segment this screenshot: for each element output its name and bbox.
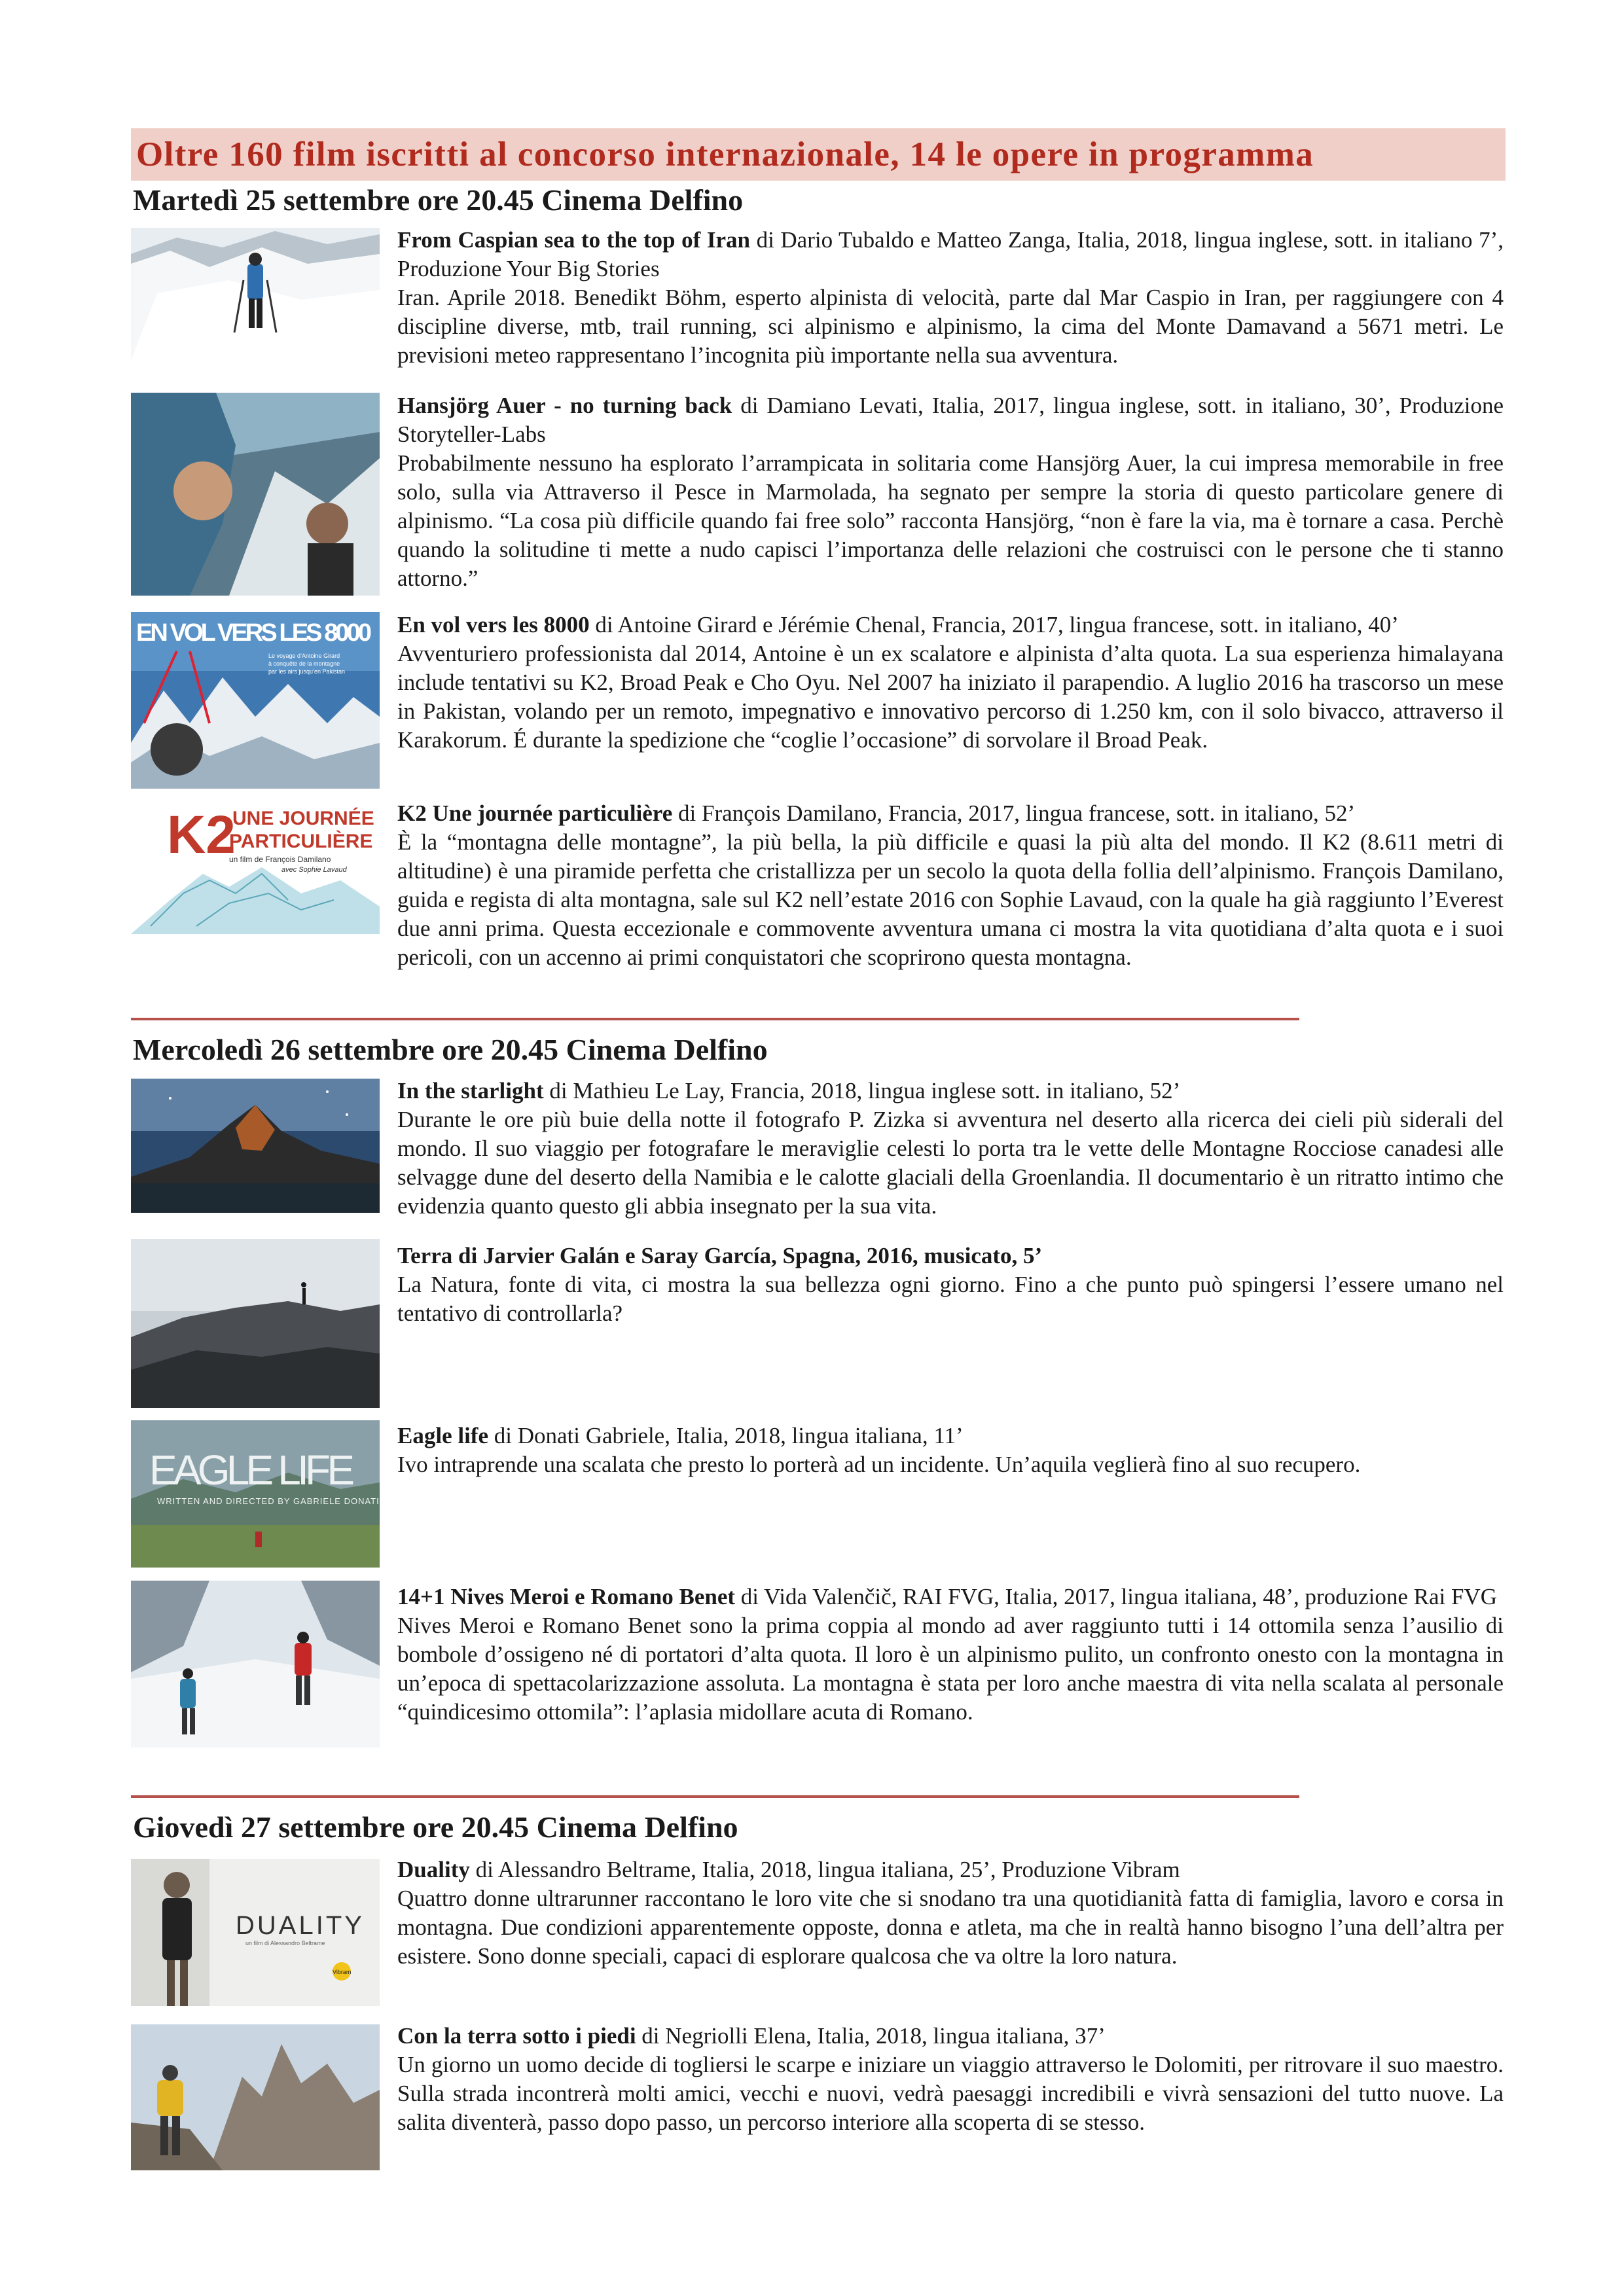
k2-poster-credit: un film de François Damilano xyxy=(229,855,331,864)
k2-poster-line2: PARTICULIÈRE xyxy=(229,831,373,852)
film-meta: di Alessandro Beltrame, Italia, 2018, lingua italiana, 25’, Produzione Vibram xyxy=(469,1857,1180,1882)
duality-poster-title: DUALITY xyxy=(236,1911,365,1940)
film-title: From Caspian sea to the top of Iran xyxy=(397,227,750,253)
film-thumbnail-hansjorg xyxy=(131,393,380,596)
film-description: La Natura, fonte di vita, ci mostra la sua bellezza ogni giorno. Fino a che punto può spingersi l’essere umano nel tentativo di controllarla? xyxy=(397,1272,1504,1326)
film-title: 14+1 Nives Meroi e Romano Benet xyxy=(397,1584,736,1609)
film-title: Terra di Jarvier Galán e Saray García, Spagna, 2016, musicato, 5’ xyxy=(397,1243,1043,1268)
film-meta: di Donati Gabriele, Italia, 2018, lingua italiana, 11’ xyxy=(488,1423,964,1448)
duality-poster-sub: un film di Alessandro Beltrame xyxy=(245,1940,325,1946)
film-description: Iran. Aprile 2018. Benedikt Böhm, esperto alpinista di velocità, parte dal Mar Caspio in Iran, per raggiungere con 4 discipline diverse, mtb, trail running, sci alpinismo e alpinismo, la cima del Monte Damavand a 5671 metri. Le previsioni meteo rappresentano l’incognita più importante nella sua avventura. xyxy=(397,285,1504,368)
film-description: È la “montagna delle montagne”, la più bella, la più difficile e quasi la più alta del mondo. Il K2 (8.611 metri di altitudine) è una piramide perfetta che cristallizza per un secolo la quota della follia dell’alpinismo. François Damilano, guida e regista di alta montagna, sale sul K2 nell’estate 2016 con Sophie Lavaud, con la quale ha già raggiunto l’Everest due anni prima. Questa eccezionale e commovente avventura umana ci mostra la vita quotidiana d’alta quota e i suoi pericoli, con un accenno ai primi conquistatori che scoprirono questa montagna. xyxy=(397,829,1504,970)
day-divider xyxy=(131,1018,1299,1020)
eagle-poster-credit: WRITTEN AND DIRECTED BY GABRIELE DONATI xyxy=(157,1496,380,1506)
envol-poster-line3: à conquête de la montagne xyxy=(268,660,340,667)
film-title: K2 Une journée particulière xyxy=(397,800,673,826)
day-heading-wednesday: Mercoledì 26 settembre ore 20.45 Cinema Delfino xyxy=(133,1033,768,1066)
duality-poster-brand: Vibram xyxy=(333,1969,352,1975)
film-thumbnail-eagle xyxy=(131,1420,380,1568)
film-meta: di Negriolli Elena, Italia, 2018, lingua italiana, 37’ xyxy=(636,2023,1106,2049)
eagle-poster-title: EAGLE LIFE xyxy=(149,1446,359,1494)
film-title: Hansjörg Auer - no turning back xyxy=(397,393,732,418)
film-meta: di Mathieu Le Lay, Francia, 2018, lingua inglese sott. in italiano, 52’ xyxy=(543,1078,1181,1103)
film-thumbnail-caspian xyxy=(131,228,380,361)
film-thumbnail-starlight xyxy=(131,1079,380,1213)
film-entry-starlight xyxy=(397,1077,1504,1221)
film-thumbnail-terra-sotto xyxy=(131,2024,380,2170)
envol-poster-line4: par les airs jusqu’en Pakistan xyxy=(268,668,346,675)
film-description: Probabilmente nessuno ha esplorato l’arrampicata in solitaria come Hansjörg Auer, la cui impresa memorabile in free solo, sulla via Attraverso il Pesce in Marmolada, ha segnato per sempre la storia di questo particolare genere di alpinismo. “La cosa più difficile quando fai free solo” racconta Hansjörg, “non è fare la via, ma è tornare a casa. Perchè quando la solitudine ti mette a nudo capisci l’importanza delle relazioni che costruisci con le persone che ti stanno attorno.” xyxy=(397,450,1504,591)
film-entry-caspian xyxy=(397,226,1504,370)
film-thumbnail-k2 xyxy=(131,795,380,934)
film-description: Ivo intraprende una scalata che presto lo porterà ad un incidente. Un’aquila veglierà fino al suo recupero. xyxy=(397,1452,1361,1477)
day-divider xyxy=(131,1795,1299,1798)
day-heading-thursday: Giovedì 27 settembre ore 20.45 Cinema Delfino xyxy=(133,1810,738,1844)
film-thumbnail-envol xyxy=(131,612,380,789)
film-description: Avventuriero professionista dal 2014, Antoine è un ex scalatore e alpinista d’alta quota. La sua esperienza himalayana include tentativi su K2, Broad Peak e Cho Oyu. Nel 2007 ha iniziato il parapendio. A luglio 2016 ha trascorso un mese in Pakistan, volando per un remoto, impegnativo e innovativo percorso di 1.250 km, con il solo bivacco, attraverso il Karakorum. É durante la spedizione che “coglie l’occasione” di sorvolare il Broad Peak. xyxy=(397,641,1504,753)
film-description: Un giorno un uomo decide di togliersi le scarpe e iniziare un viaggio attraverso le Dolomiti, per ritrovare il suo maestro. Sulla strada incontrerà molti amici, vecchi e nuovi, vedrà paesaggi incredibili e vivrà sensazioni del tutto nuove. La salita diventerà, passo dopo passo, un percorso interiore alla scoperta di se stesso. xyxy=(397,2052,1504,2135)
film-entry-terra-sotto xyxy=(397,2022,1504,2137)
film-thumbnail-duality xyxy=(131,1859,380,2006)
film-entry-envol xyxy=(397,611,1504,755)
k2-poster-line1: UNE JOURNÉE xyxy=(232,808,374,829)
film-meta: di Dario Tubaldo e Matteo Zanga, Italia, 2018, lingua inglese, sott. in italiano 7’, Produzione Your Big Stories xyxy=(397,227,1504,281)
film-title: In the starlight xyxy=(397,1078,544,1103)
day-heading-tuesday: Martedì 25 settembre ore 20.45 Cinema Delfino xyxy=(133,183,744,217)
film-thumbnail-terra xyxy=(131,1239,380,1408)
film-entry-eagle xyxy=(397,1422,1504,1479)
film-title: Duality xyxy=(397,1857,470,1882)
film-title: Con la terra sotto i piedi xyxy=(397,2023,636,2049)
film-meta: di Damiano Levati, Italia, 2017, lingua inglese, sott. in italiano, 30’, Produzione Storyteller-Labs xyxy=(397,393,1504,447)
film-entry-terra xyxy=(397,1242,1504,1328)
film-description: Nives Meroi e Romano Benet sono la prima coppia al mondo ad aver raggiunto tutti i 14 ottomila senza l’ausilio di bombole d’ossigeno né di portatori d’alta quota. Il loro è un alpinismo pulito, un confronto onesto con la montagna in un’epoca di spettacolarizzazione assoluta. La montagna è stata per loro anche maestra di vita nella scalata al personale “quindicesimo ottomila”: l’aplasia midollare acuta di Romano. xyxy=(397,1613,1504,1725)
film-description: Durante le ore più buie della notte il fotografo P. Zizka si avventura nel deserto alla ricerca dei cieli più siderali del mondo. Il suo viaggio per fotografare le meraviglie celesti lo porta tra le vette delle Montagne Rocciose canadesi alle selvagge dune del deserto della Namibia e le calotte glaciali della Groenlandia. Il documentario è un ritratto intimo che evidenzia quanto questo gli abbia insegnato per la sua vita. xyxy=(397,1107,1504,1219)
film-meta: di Vida Valenčič, RAI FVG, Italia, 2017, lingua italiana, 48’, produzione Rai FVG xyxy=(735,1584,1498,1609)
film-title: En vol vers les 8000 xyxy=(397,612,590,637)
film-description: Quattro donne ultrarunner raccontano le loro vite che si snodano tra una quotidianità fatta di famiglia, lavoro e corsa in montagna. Due condizioni apparentemente opposte, donna e atleta, ma che in realtà hanno bisogno l’una dell’altra per esistere. Sono donne speciali, capaci di esplorare qualcosa che va oltre la loro natura. xyxy=(397,1886,1504,1969)
page-banner: Oltre 160 film iscritti al concorso internazionale, 14 le opere in programma xyxy=(131,128,1506,181)
envol-poster-line2: Le voyage d’Antoine Girard xyxy=(268,653,340,659)
film-meta: di Antoine Girard e Jérémie Chenal, Francia, 2017, lingua francese, sott. in italiano, 40’ xyxy=(589,612,1399,637)
k2-poster-big: K2 xyxy=(167,805,236,865)
film-thumbnail-nives xyxy=(131,1581,380,1748)
k2-poster-credit2: avec Sophie Lavaud xyxy=(281,866,347,874)
film-entry-k2 xyxy=(397,799,1504,972)
film-meta: di François Damilano, Francia, 2017, lingua francese, sott. in italiano, 52’ xyxy=(672,800,1356,826)
film-title: Eagle life xyxy=(397,1423,488,1448)
film-entry-nives xyxy=(397,1583,1504,1727)
film-entry-duality xyxy=(397,1856,1504,1971)
envol-poster-title: EN VOL VERS LES 8000 xyxy=(136,619,372,647)
film-entry-hansjorg xyxy=(397,391,1504,593)
